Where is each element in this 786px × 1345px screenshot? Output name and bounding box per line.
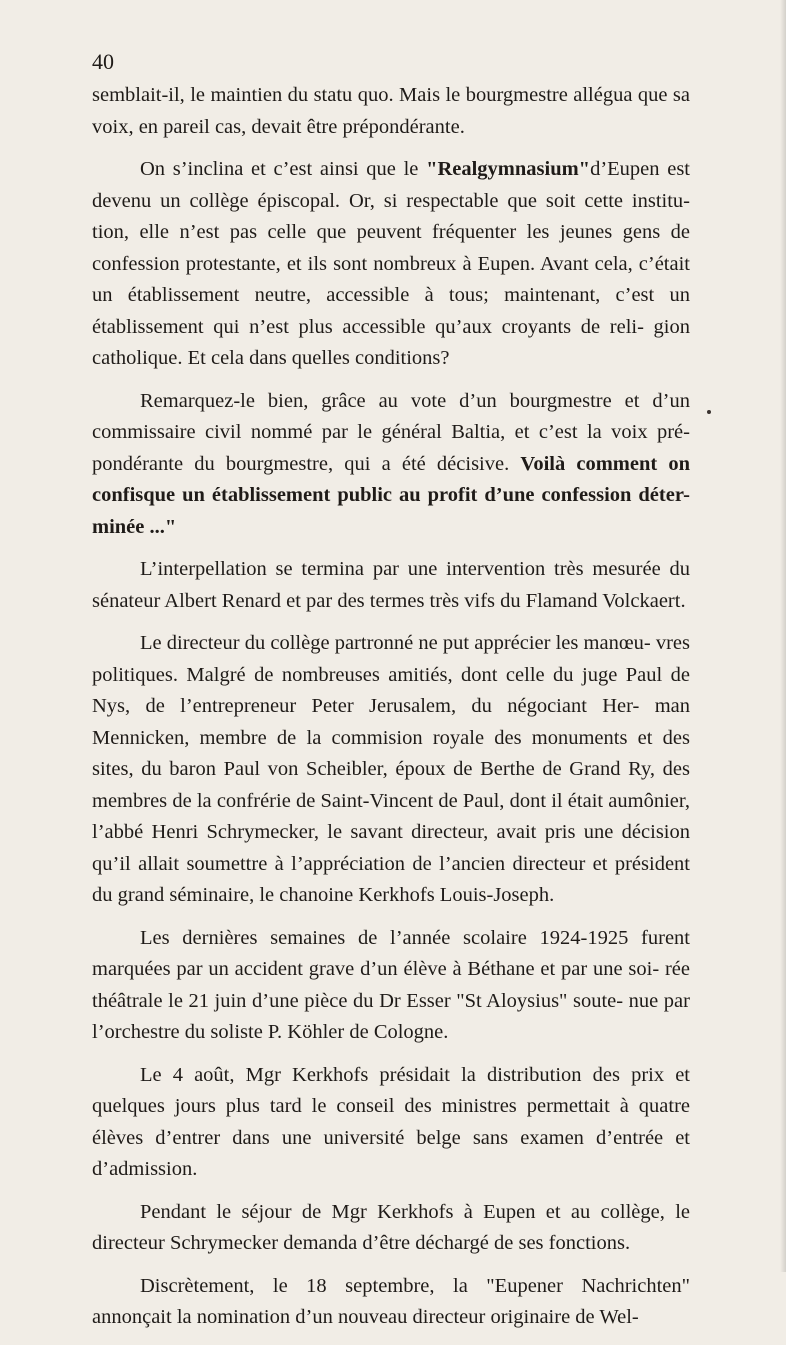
text-segment: d’Eupen est devenu un collège épiscopal. Or, si respectable que soit cette institu- tion, elle n’est pas celle que peuvent fréquenter les jeunes gens de confession protestante, et ils sont nombreux à Eupen. Avant cela, c’était un établissement neutre, accessible à tous; maintenant, c’est un établissement qui n’est plus accessible qu’aux croyants de reli- gion catholique. Et cela dans quelles conditions?	[92, 158, 690, 369]
paragraph	[92, 386, 690, 544]
ink-speck	[707, 410, 711, 414]
paragraph	[92, 923, 690, 1049]
text-segment: Les dernières semaines de l’année scolaire 1924-1925 furent marquées par un accident grave d’un élève à Béthane et par une soi- rée théâtrale le 21 juin d’une pièce du Dr Esser "St Aloysius" soute- nue par l’orchestre du soliste P. Köhler de Cologne.	[92, 926, 690, 1043]
paragraph	[92, 154, 690, 375]
text-segment: Discrètement, le 18 septembre, la "Eupener Nachrichten" annonçait la nomination d’un nouveau directeur originaire de Wel-	[92, 1274, 690, 1328]
text-segment: Remarquez-le bien, grâce au vote d’un bourgmestre et d’un commissaire civil nommé par le général Baltia, et c’est la voix pré- pondérante du bourgmestre, qui a été décisive.	[92, 389, 690, 475]
paragraph	[92, 80, 690, 143]
paragraph	[92, 628, 690, 912]
paragraph	[92, 554, 690, 617]
text-segment: Le directeur du collège partronné ne put apprécier les manœu- vres politiques. Malgré de nombreuses amitiés, dont celle du juge Paul de Nys, de l’entrepreneur Peter Jerusalem, du négociant Her- man Mennicken, membre de la commision royale des monuments et des sites, du baron Paul von Scheibler, époux de Berthe de Grand Ry, des membres de la confrérie de Saint-Vincent de Paul, dont il était aumônier, l’abbé Henri Schrymecker, le savant directeur, avait pris une décision qu’il allait soumettre à l’appréciation de l’ancien directeur et président du grand séminaire, le chanoine Kerkhofs Louis-Joseph.	[92, 632, 690, 906]
paragraph	[92, 1197, 690, 1260]
bold-text-segment: Voilà comment on confisque un établissement public au profit d’une confession déter- minée ..."	[92, 452, 691, 538]
body-text	[92, 80, 690, 1345]
text-segment: L’interpellation se termina par une intervention très mesurée du sénateur Albert Renard et par des termes très vifs du Flamand Volckaert.	[92, 558, 690, 612]
text-segment: Pendant le séjour de Mgr Kerkhofs à Eupen et au collège, le directeur Schrymecker demanda d’être déchargé de ses fonctions.	[92, 1200, 690, 1254]
paragraph	[92, 1060, 690, 1186]
paragraph	[92, 1271, 690, 1334]
bold-text-segment: "Realgymnasium"	[426, 158, 591, 180]
page-edge-shadow	[780, 0, 786, 1272]
text-segment: semblait-il, le maintien du statu quo. Mais le bourgmestre allégua que sa voix, en pareil cas, devait être prépondérante.	[92, 84, 690, 138]
text-segment: Le 4 août, Mgr Kerkhofs présidait la distribution des prix et quelques jours plus tard le conseil des ministres permettait à quatre élèves d’entrer dans une université belge sans examen d’entrée et d’admission.	[92, 1063, 690, 1180]
page-number: 40	[92, 49, 114, 74]
text-segment: On s’inclina et c’est ainsi que le	[140, 158, 427, 180]
